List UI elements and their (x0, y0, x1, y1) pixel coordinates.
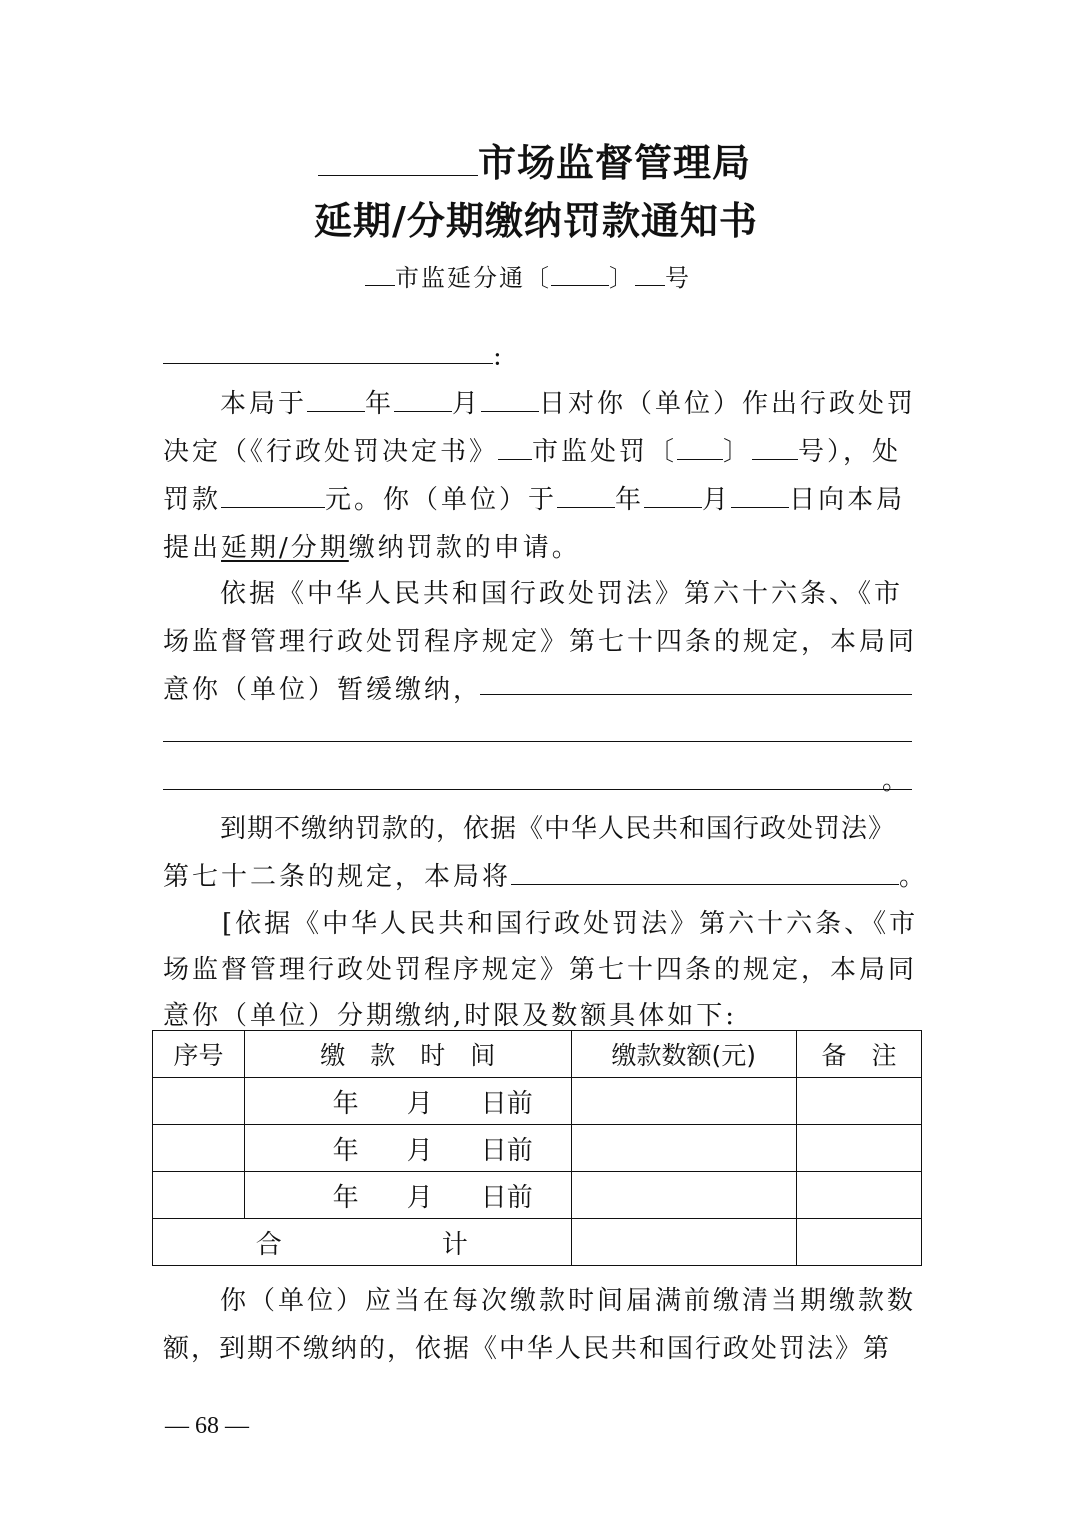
date-cell (244, 1125, 571, 1172)
paragraph-1-line-2: 决定（《行政处罚决定书》 市监处罚〔 〕 号），处 (163, 431, 901, 468)
total-amount-cell (571, 1219, 797, 1266)
remarks-cell (797, 1125, 922, 1172)
header-seq-no: 序号 (153, 1031, 245, 1078)
paragraph-1-line-1: 本局于 年 月 日对你（单位）作出行政处罚 (220, 383, 916, 420)
amount-cell (571, 1078, 797, 1125)
fine-amount-blank (221, 480, 325, 508)
day-label: 日前 (480, 1182, 533, 1213)
blank (394, 384, 452, 412)
title-line-1: 市场监督管理局 (318, 132, 751, 187)
day-label: 日前 (480, 1135, 533, 1166)
header-payment-time: 缴 款 时 间 (244, 1031, 571, 1078)
blank (557, 480, 615, 508)
table-header-row (153, 1031, 922, 1078)
blank (498, 432, 532, 460)
paragraph-3-line-2: 第七十二条的规定，本局将 。 (163, 856, 928, 893)
blank (752, 432, 798, 460)
seq-cell (153, 1078, 245, 1125)
total-remarks-cell (797, 1219, 922, 1266)
table-row (153, 1172, 922, 1219)
doc-no-blank-2 (551, 260, 609, 286)
date-cell (244, 1172, 571, 1219)
doc-no-blank-1 (365, 260, 395, 286)
paragraph-5-line-2: 额，到期不缴纳的，依据《中华人民共和国行政处罚法》第 (163, 1334, 892, 1364)
paragraph-2-line-1: 依据《中华人民共和国行政处罚法》第六十六条、《市 (220, 579, 904, 609)
paragraph-2-end-mark: 。 (882, 766, 912, 796)
deferral-blank-line-3 (163, 789, 912, 790)
total-label-cell (153, 1219, 572, 1266)
paragraph-4-line-1: [依据《中华人民共和国行政处罚法》第六十六条、《市 (222, 909, 919, 939)
document-number: 市监延分通〔 〕 号 (365, 258, 691, 293)
deferral-blank-line-1 (480, 694, 912, 695)
paragraph-4-line-3: 意你（单位）分期缴纳,时限及数额具体如下: (163, 1001, 738, 1031)
agency-name-blank (318, 135, 478, 176)
total-label-2: 计 (441, 1229, 468, 1260)
year-label: 年 (332, 1182, 359, 1213)
header-remarks: 备 注 (797, 1031, 922, 1078)
enforcement-blank (511, 857, 899, 885)
paragraph-1-line-4: 提出延期/分期缴纳罚款的申请。 (163, 533, 581, 563)
date-cell (244, 1078, 571, 1125)
deferral-blank-line-2 (163, 741, 912, 742)
blank (677, 432, 723, 460)
amount-cell (571, 1172, 797, 1219)
blank (307, 384, 365, 412)
remarks-cell (797, 1078, 922, 1125)
installment-table (152, 1030, 922, 1266)
paragraph-2-line-3: 意你（单位）暂缓缴纳， (163, 675, 483, 705)
blank (481, 384, 539, 412)
amount-cell (571, 1125, 797, 1172)
doc-no-blank-3 (635, 260, 665, 286)
total-row (153, 1219, 922, 1266)
addressee: : (163, 336, 505, 371)
blank (644, 480, 702, 508)
seq-cell (153, 1125, 245, 1172)
seq-cell (153, 1172, 245, 1219)
month-label: 月 (406, 1182, 433, 1213)
year-label: 年 (332, 1135, 359, 1166)
title-line-2: 延期/分期缴纳罚款通知书 (314, 199, 758, 243)
table-row (153, 1078, 922, 1125)
month-label: 月 (406, 1088, 433, 1119)
month-label: 月 (406, 1135, 433, 1166)
paragraph-4-line-2: 场监督管理行政处罚程序规定》第七十四条的规定，本局同 (163, 955, 918, 985)
table-row (153, 1125, 922, 1172)
paragraph-2-line-2: 场监督管理行政处罚程序规定》第七十四条的规定，本局同 (163, 627, 918, 657)
paragraph-5-line-1: 你（单位）应当在每次缴款时间届满前缴清当期缴款数 (220, 1286, 917, 1316)
paragraph-3-line-1: 到期不缴纳罚款的，依据《中华人民共和国行政处罚法》 (220, 814, 896, 844)
paragraph-1-line-3: 罚款 元。你（单位）于 年 月 日向本局 (163, 479, 905, 516)
total-label-1: 合 (255, 1229, 282, 1260)
header-payment-amount: 缴款数额(元) (571, 1031, 797, 1078)
blank (731, 480, 789, 508)
day-label: 日前 (480, 1088, 533, 1119)
year-label: 年 (332, 1088, 359, 1119)
page-number: — 68 — (165, 1413, 249, 1439)
remarks-cell (797, 1172, 922, 1219)
addressee-blank (163, 336, 493, 364)
